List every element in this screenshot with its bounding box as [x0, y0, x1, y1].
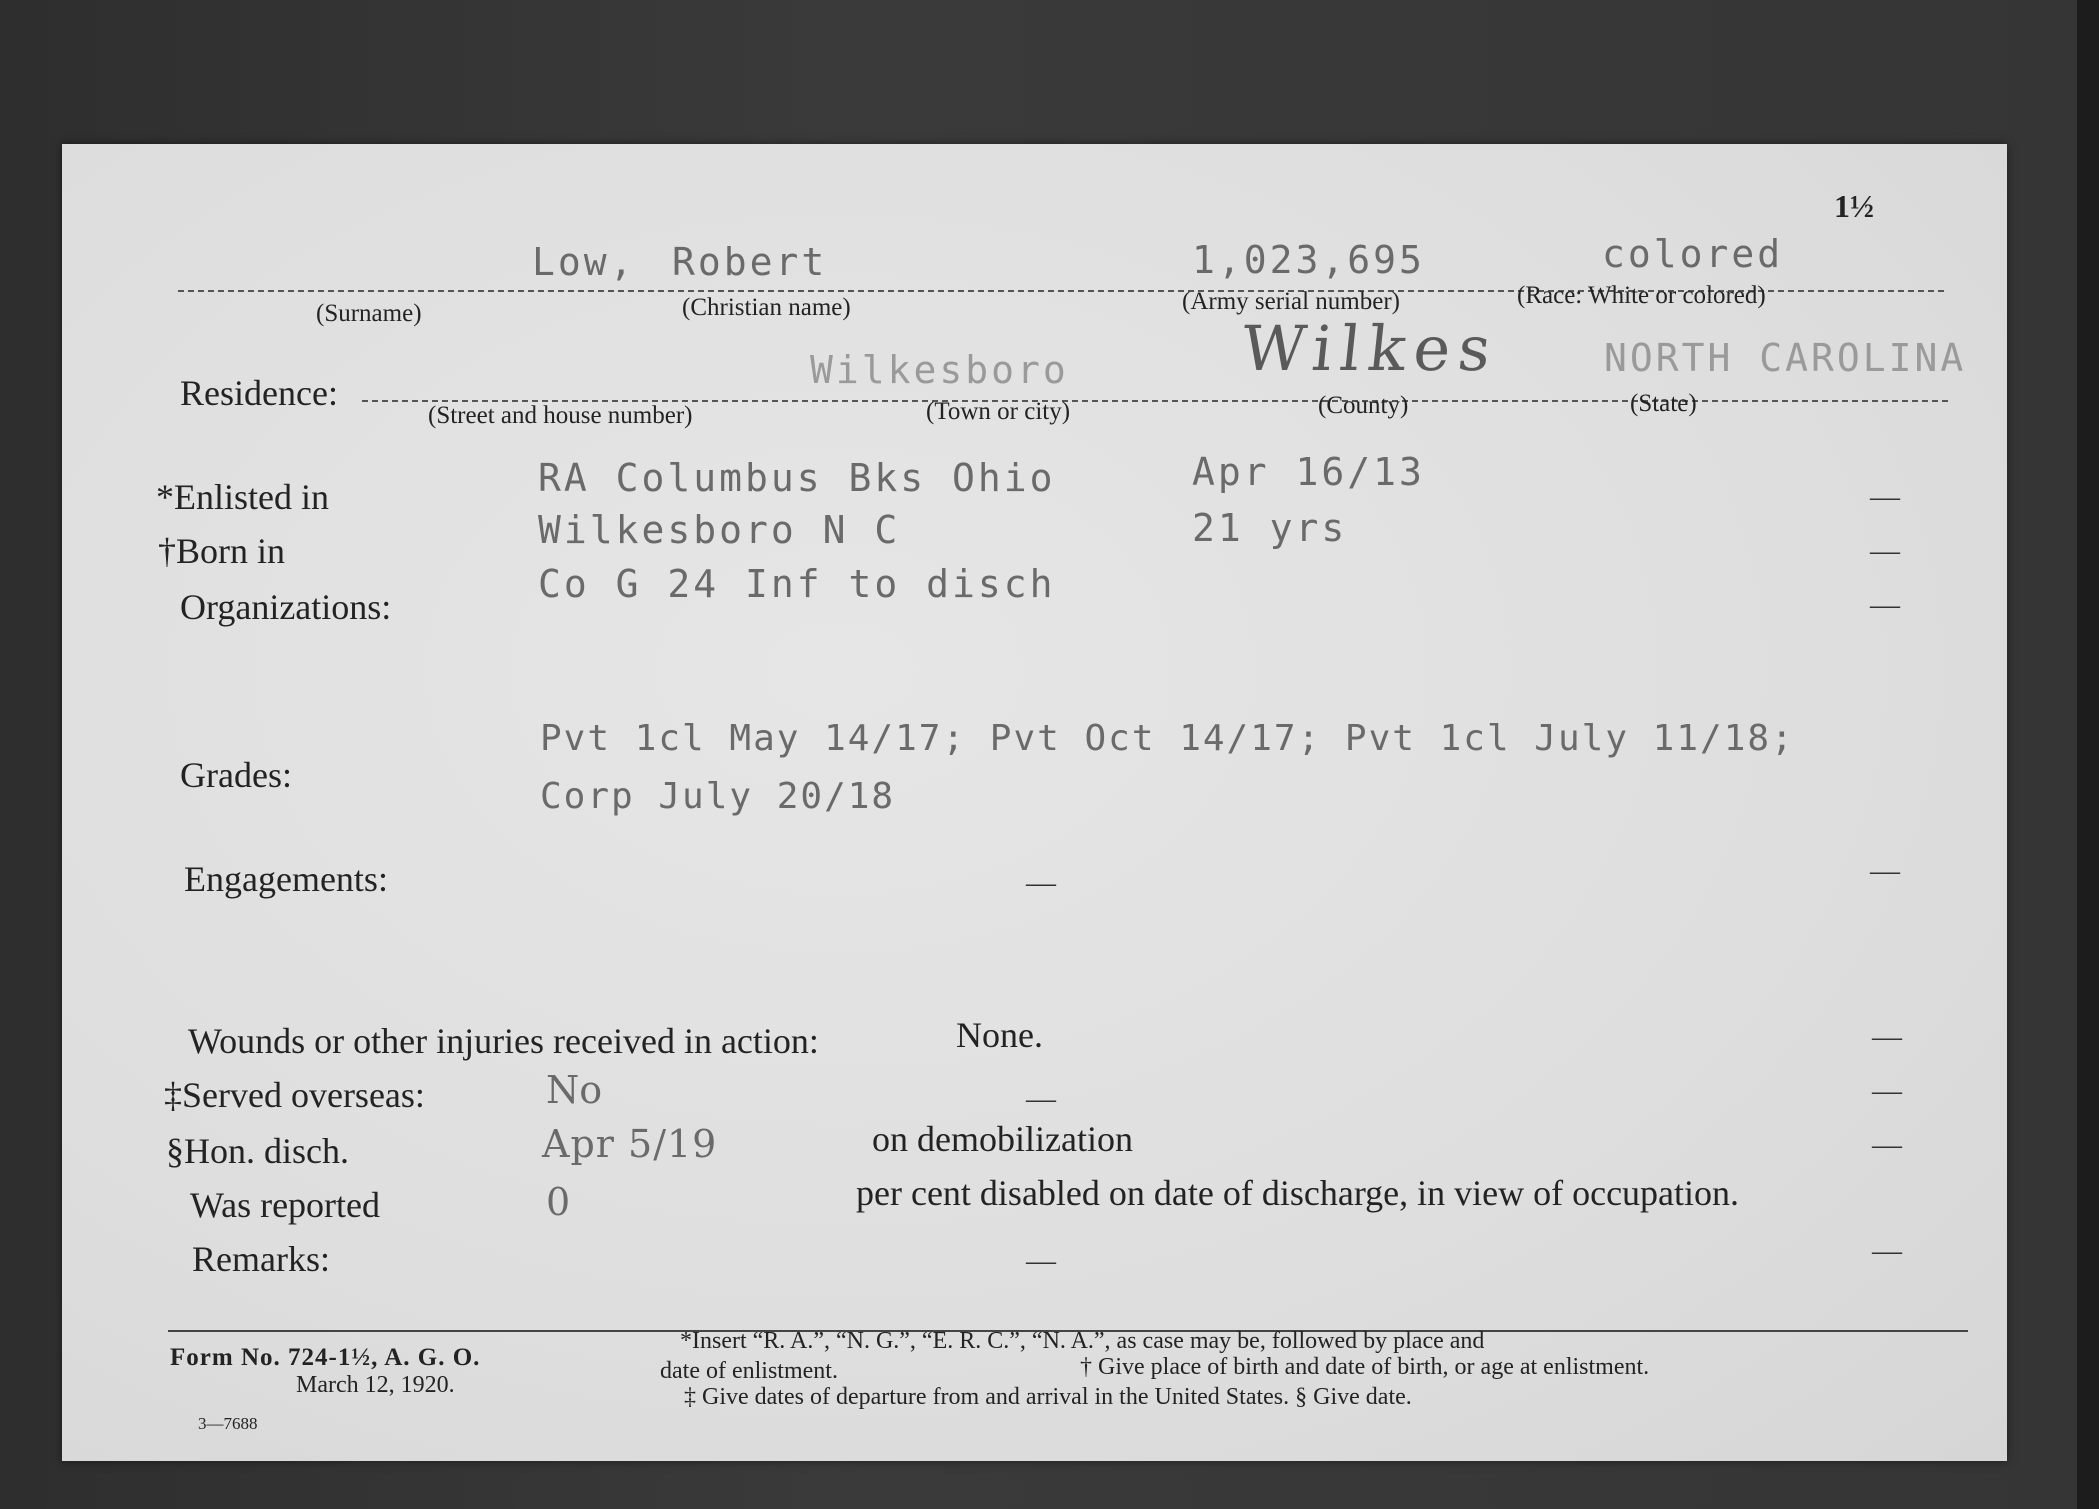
hon-disch-date: Apr 5/19 — [542, 1122, 718, 1166]
enlisted-dash: — — [1870, 480, 1900, 513]
remarks-label: Remarks: — [192, 1239, 330, 1279]
residence-label: Residence: — [180, 373, 338, 413]
footnote-line-3: ‡ Give dates of departure from and arrival in the United States. § Give date. — [684, 1384, 1412, 1410]
engagements-label: Engagements: — [184, 859, 388, 899]
caption-serial-number: (Army serial number) — [1182, 288, 1400, 315]
grades-label: Grades: — [180, 755, 292, 795]
overseas-label: ‡Served overseas: — [164, 1075, 425, 1115]
enlisted-place: RA Columbus Bks Ohio — [538, 456, 1056, 500]
wounds-value: None. — [956, 1015, 1043, 1055]
engagements-dash: — — [1870, 854, 1900, 887]
wounds-label: Wounds or other injuries received in action: — [188, 1021, 819, 1061]
born-place: Wilkesboro N C — [538, 508, 901, 552]
print-code: 3—7688 — [198, 1414, 258, 1433]
footnote-line-2b: † Give place of birth and date of birth, or age at enlistment. — [1080, 1354, 1650, 1380]
footnote-line-2a: date of enlistment. — [660, 1358, 838, 1384]
overseas-value: No — [546, 1068, 603, 1112]
organizations-label: Organizations: — [180, 587, 392, 627]
overseas-dash-center: — — [1026, 1082, 1056, 1115]
form-number: Form No. 724-1½, A. G. O. — [170, 1344, 481, 1371]
organizations-dash: — — [1870, 588, 1900, 621]
reported-value: 0 — [546, 1180, 574, 1224]
state-value: NORTH CAROLINA — [1604, 336, 1967, 380]
overseas-dash: — — [1872, 1074, 1902, 1107]
footnote-line-1: *Insert “R. A.”, “N. G.”, “E. R. C.”, “N. A.”, as case may be, followed by place and — [680, 1328, 1485, 1354]
county-value: Wilkes — [1238, 312, 1503, 385]
caption-county: (County) — [1318, 392, 1409, 419]
grades-line-2: Corp July 20/18 — [540, 776, 896, 817]
caption-race: (Race: White or colored) — [1517, 282, 1766, 309]
enlisted-label: *Enlisted in — [156, 477, 329, 517]
card-number: 1½ — [1834, 188, 1874, 224]
born-label: †Born in — [158, 531, 286, 571]
born-dash: — — [1870, 534, 1900, 567]
caption-street: (Street and house number) — [428, 402, 693, 429]
wounds-dash: — — [1872, 1020, 1902, 1053]
remarks-dash-center: — — [1026, 1244, 1056, 1277]
town-value: Wilkesboro — [810, 348, 1069, 392]
surname-value: Low, — [532, 240, 636, 284]
organizations-value: Co G 24 Inf to disch — [538, 562, 1056, 606]
form-date: March 12, 1920. — [296, 1372, 455, 1398]
enlisted-date: Apr 16/13 — [1192, 450, 1425, 494]
hon-disch-dash: — — [1872, 1128, 1902, 1161]
caption-town: (Town or city) — [926, 398, 1071, 425]
grades-line-1: Pvt 1cl May 14/17; Pvt Oct 14/17; Pvt 1cl July 11/18; — [540, 718, 1795, 759]
background-edge — [2077, 0, 2099, 1509]
remarks-dash: — — [1872, 1234, 1902, 1267]
born-age: 21 yrs — [1192, 506, 1348, 550]
caption-state: (State) — [1630, 390, 1697, 417]
serial-number-value: 1,023,695 — [1192, 238, 1425, 282]
caption-surname: (Surname) — [316, 300, 422, 327]
race-value: colored — [1602, 232, 1784, 276]
hon-disch-note: on demobilization — [872, 1119, 1133, 1159]
service-record-card — [62, 144, 2007, 1461]
caption-christian-name: (Christian name) — [682, 294, 851, 321]
hon-disch-label: §Hon. disch. — [166, 1131, 349, 1171]
reported-text: per cent disabled on date of discharge, in view of occupation. — [856, 1173, 1740, 1213]
engagements-dash-center: — — [1026, 866, 1056, 899]
reported-label: Was reported — [190, 1185, 381, 1225]
christian-name-value: Robert — [672, 240, 828, 284]
